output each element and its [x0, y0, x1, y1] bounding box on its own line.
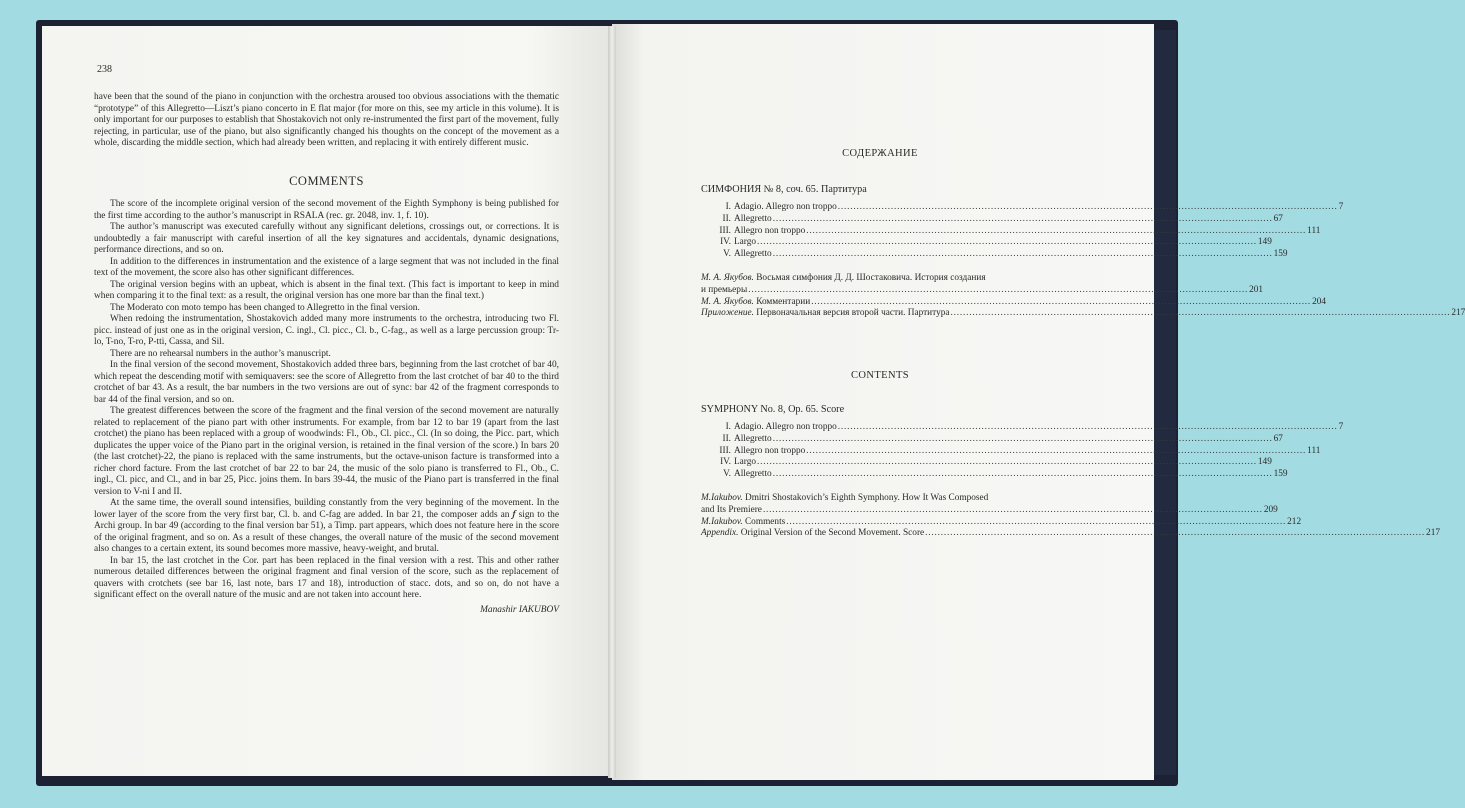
- toc-entry-page: 67: [1273, 433, 1283, 444]
- contents-title-ru: СОДЕРЖАНИЕ: [842, 148, 918, 159]
- toc-extra-author: Appendix.: [701, 528, 739, 539]
- toc-extra-entry-cont: [701, 504, 1278, 517]
- toc-entry-title: Allegretto: [734, 213, 772, 224]
- toc-entry-number: II.: [722, 433, 731, 444]
- contents-title-en: CONTENTS: [850, 370, 910, 381]
- toc-entry-number: V.: [723, 469, 731, 480]
- dot-leader: ................................................................................................................................................................: [757, 457, 1257, 468]
- toc-extra-title: Original Version of the Second Movement. Score: [740, 528, 925, 539]
- toc-extra-title: Комментарии: [756, 296, 811, 307]
- toc-entry-title: Adagio. Allegro non troppo: [734, 422, 837, 432]
- toc-extra-page: 217: [1426, 528, 1440, 539]
- toc-entry: [701, 433, 1283, 446]
- toc-entry-number: III.: [719, 445, 731, 456]
- toc-extra-entry: [701, 516, 1302, 529]
- toc-entry: [701, 422, 1344, 434]
- toc-entry-page: 149: [1257, 457, 1272, 468]
- toc-entry-page: 159: [1273, 249, 1288, 260]
- comment-paragraph: The greatest differences between the score of the fragment and the final version of the second movement are naturally related to replacement of the piano part with other instruments. For example, from bar 12 to bar 19 (apart from the last crotchet) the piano has been replaced with a group of woodwinds: Fl., Ob., Cl. picc., Cl. (In so doing, the Picc. part, which duplicates the upper voice of the Piano part in the original version, is retained in the final version of the score.) In bars 20 (the last crotchet)-22, the piano is replaced with the same instruments, but the octave-unison facture is transformed into a richer chord facture. From the last crotchet of bar 22 to bar 24, the music of the solo piano is transferred to Fl., Ob., C. ingl., Cl. picc, and Cl., and in bar 25, Picc. joins them. In bars 39-44, the music of the Piano part is transferred in the final version to V-ni I and II.: [94, 406, 559, 497]
- toc-extra-entry: [701, 493, 1039, 505]
- signature: Manashir IAKUBOV: [480, 604, 559, 615]
- toc-entry-title: Allegretto: [734, 469, 772, 480]
- toc-extra-entry: [701, 308, 1465, 320]
- toc-ru: [701, 184, 1465, 320]
- toc-extra-entry-cont: [701, 284, 1264, 297]
- toc-entry-title: Allegretto: [734, 433, 772, 444]
- toc-extra-page: 217: [1451, 308, 1465, 319]
- toc-entry-number: I.: [725, 422, 731, 432]
- dot-leader: ................................................................................................................................................................: [837, 202, 1338, 212]
- dot-leader: ................................................................................................................................................................: [786, 516, 1287, 527]
- toc-extra-page: 204: [1312, 296, 1327, 307]
- toc-extra-title: Comments: [744, 516, 786, 527]
- toc-heading: SYMPHONY No. 8, Op. 65. Score: [701, 404, 845, 415]
- dot-leader: ................................................................................................................................................................: [757, 237, 1257, 248]
- dot-leader: ................................................................................................................................................................: [811, 296, 1312, 307]
- dot-leader: ................................................................................................................................................................: [806, 225, 1307, 236]
- dot-leader: ................................................................................................................................................................: [950, 308, 1451, 319]
- toc-en: [701, 404, 1440, 540]
- comment-paragraph: There are no rehearsal numbers in the author’s manuscript.: [110, 348, 331, 359]
- toc-entry-number: I.: [725, 202, 731, 212]
- toc-entry-page: 67: [1273, 213, 1283, 224]
- toc-extra-author: М. А. Якубов.: [701, 272, 754, 283]
- toc-entry: [701, 457, 1272, 469]
- toc-entry-title: Largo: [734, 237, 757, 248]
- toc-entry-number: V.: [723, 249, 731, 260]
- toc-extra-entry: [701, 296, 1327, 309]
- toc-extras: [701, 492, 1440, 540]
- toc-entry-title: Largo: [734, 457, 757, 468]
- toc-extra-author: Приложение.: [701, 308, 754, 319]
- toc-entry-page: 111: [1307, 445, 1321, 456]
- toc-extra-title-cont: and Its Premiere: [701, 504, 762, 515]
- dot-leader: ................................................................................................................................................................: [772, 469, 1273, 480]
- toc-entry-number: IV.: [720, 237, 731, 248]
- comment-paragraph: In addition to the differences in instrumentation and the existence of a large segment that was not included in the final text of the movement, the score also has other significant differences.: [94, 256, 559, 278]
- toc-entry-page: 111: [1307, 225, 1321, 236]
- dot-leader: ................................................................................................................................................................: [772, 213, 1273, 224]
- comment-paragraph: In the final version of the second movement, Shostakovich added three bars, beginning from the last crotchet of bar 40, which repeat the descending motif with semiquavers: see the score of Allegretto from the last crotchet of bar 40 to the third crotchet of bar 43. As a result, the bar numbers in the two versions are out of sync: bar 42 of the fragment corresponds to bar 44 of the final version, and so on.: [94, 360, 559, 405]
- toc-entry: [701, 213, 1283, 226]
- comment-paragraph: In bar 15, the last crotchet in the Cor. part has been replaced in the final version with a rest. This and other rather numerous detailed differences between the original fragment and final version of the score, such as the replacement of quavers with crotchets (see bar 16, last note, bars 17 and 18), introduction of stacc. dots, and so on, do not have a significant effect on the overall nature of the music and are not taken into account here.: [94, 555, 559, 600]
- dot-leader: ................................................................................................................................................................: [762, 504, 1263, 515]
- toc-entry: [701, 249, 1288, 261]
- comment-paragraph: The score of the incomplete original version of the second movement of the Eighth Symphony is being published for the first time according to the author’s manuscript in RSALA (rec. gr. 2048, inv. 1, f. 10).: [94, 199, 559, 221]
- toc-extra-title: Восьмая симфония Д. Д. Шостаковича. История создания: [756, 272, 986, 283]
- toc-entry-title: Allegro non troppo: [734, 225, 806, 236]
- toc-entry-title: Adagio. Allegro non troppo: [734, 202, 837, 212]
- toc-extra-author: M.Iakubov.: [701, 492, 743, 503]
- toc-entry: [701, 469, 1288, 481]
- toc-entry-page: 149: [1257, 237, 1272, 248]
- toc-entry-number: IV.: [720, 457, 731, 468]
- comment-paragraph: The author’s manuscript was executed carefully without any significant deletions, crossings out, or corrections. It is undoubtedly a fair manuscript with careful insertion of all the key signatures and accidentals, dynamic designations, performance directions, and so on.: [94, 222, 559, 255]
- toc-extra-page: 212: [1287, 516, 1302, 527]
- intro-paragraph: have been that the sound of the piano in conjunction with the orchestra aroused too obvious associations with the thematic “prototype” of this Allegretto—Liszt’s piano concerto in E flat major (for more on this, see my article in this volume). It is only important for our purposes to establish that Shostakovich not only re-instrumented the first part of the movement, fully rejecting, in particular, use of the piano, but also significantly changed his thoughts on the concept of the movement as a whole, discarding the middle section, which had already been written, and replacing it with entirely different music.: [94, 92, 559, 148]
- comment-paragraph: The Moderato con moto tempo has been changed to Allegretto in the final version.: [110, 302, 420, 313]
- dot-leader: ................................................................................................................................................................: [772, 433, 1273, 444]
- dot-leader: ................................................................................................................................................................: [806, 445, 1307, 456]
- toc-extra-entry: [701, 528, 1440, 540]
- toc-entry-title: Allegro non troppo: [734, 445, 806, 456]
- toc-extra-page: 201: [1249, 284, 1264, 295]
- toc-extras: [701, 272, 1465, 320]
- toc-extra-title-cont: и премьеры: [701, 284, 748, 295]
- toc-entry: [701, 237, 1272, 249]
- dot-leader: ................................................................................................................................................................: [837, 422, 1338, 432]
- dot-leader: ................................................................................................................................................................: [925, 528, 1426, 539]
- dot-leader: ................................................................................................................................................................: [748, 284, 1249, 295]
- toc-entry: [701, 225, 1321, 238]
- page-number: 238: [97, 64, 112, 75]
- left-page-text: [94, 92, 559, 616]
- toc-entry-page: 159: [1273, 469, 1288, 480]
- toc-extra-author: М. А. Якубов.: [701, 296, 754, 307]
- dot-leader: ................................................................................................................................................................: [772, 249, 1273, 260]
- toc-extra-page: 209: [1263, 504, 1278, 515]
- toc-entry: [701, 445, 1321, 458]
- toc-extra-entry: [701, 273, 1039, 285]
- toc-heading: СИМФОНИЯ № 8, соч. 65. Партитура: [701, 184, 867, 195]
- toc-entry-number: III.: [719, 225, 731, 236]
- toc-entry: [701, 202, 1344, 214]
- toc-extra-author: M.Iakubov.: [701, 516, 743, 527]
- comment-paragraph: When redoing the instrumentation, Shostakovich added many more instruments to the orchestra, introducing two Fl. picc. instead of just one as in the original version, C. ingl., Cl. picc., Cl. b., C-fag., as well as a large percussion group: Tr-lo, T-no, T-ro, P-tti, Cassa, and Sil.: [94, 314, 559, 347]
- toc-extra-title: Первоначальная версия второй части. Партитура: [756, 308, 950, 319]
- toc-entry-number: II.: [722, 213, 731, 224]
- comment-paragraph: At the same time, the overall sound intensifies, building constantly from the very beginning of the movement. In the lower layer of the score from the very first bar, Cl. b. and C-fag are added. In bar 21, the composer adds an 𝆑 sign to the Archi group. In bar 49 (according to the final version bar 51), a Timp. part appears, which does not feature here in the score of the original fragment, and so on. As a result of these changes, the overall nature of the music of the second movement also changes to a certain extent, its sound becomes more massive, heavy-weight, and brutal.: [94, 498, 559, 554]
- comments-title: COMMENTS: [289, 173, 364, 188]
- book-gutter: [608, 26, 616, 778]
- toc-entry-title: Allegretto: [734, 249, 772, 260]
- comment-paragraph: The original version begins with an upbeat, which is absent in the final text. (This fact is important to keep in mind when comparing it to the final text: as a result, the original version has one more bar than the final text.): [94, 279, 559, 301]
- toc-entry-page: 7: [1338, 422, 1344, 432]
- toc-entry-page: 7: [1338, 202, 1344, 212]
- toc-extra-title: Dmitri Shostakovich’s Eighth Symphony. How It Was Composed: [744, 492, 989, 503]
- right-page: [612, 24, 1154, 780]
